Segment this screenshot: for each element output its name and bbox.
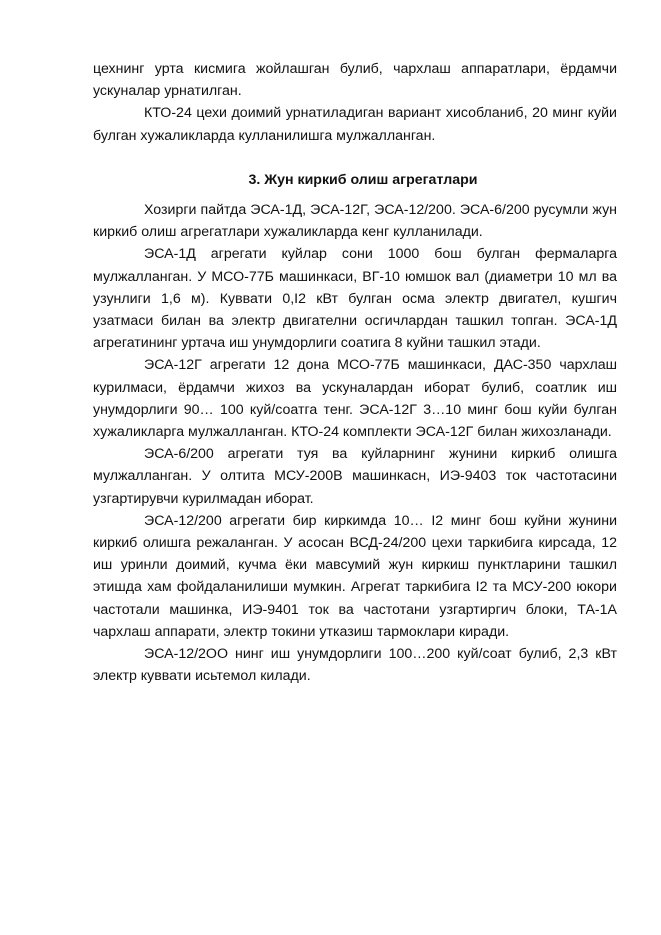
paragraph-esa-6-200: ЭСА-6/200 агрегати туя ва куйларнинг жунини киркиб олишга мулжалланган. У олтита МСУ-200В машинкасн, ИЭ-9403 ток частотасини узгартирувчи курилмадан иборат. xyxy=(93,446,617,507)
paragraph-intro: цехнинг урта кисмига жойлашган булиб, чархлаш аппаратлари, ёрдамчи ускуналар урнатилган. xyxy=(93,61,617,100)
paragraph-esa-12-200: ЭСА-12/200 агрегати бир киркимда 10… I2 минг бош куйни жунини киркиб олишга режаланган. У асосан ВСД-24/200 цехи таркибига кирсада, 12 иш уринли доимий, кучма ёки мавсумий жун киркиш пунктларини ташкил этишда хам фойдаланилиши мумкин. Агрегат таркибига I2 та МСУ-200 юкори частотали машинка, ИЭ-9401 ток ва частотани узгартиргич блоки, ТА-1А чархлаш аппарати, электр токини утказиш тармоклари киради. xyxy=(93,512,617,640)
paragraph-kto24: КТО-24 цехи доимий урнатиладиган вариант хисобланиб, 20 минг куйи булган хужаликларда кулланилишга мулжалланган. xyxy=(93,105,617,144)
paragraph-esa-12-200-productivity: ЭСА-12/2ОО нинг иш унумдорлиги 100…200 куй/соат булиб, 2,3 кВт электр куввати исьтемол килади. xyxy=(93,646,617,685)
document-page xyxy=(93,58,617,687)
paragraph-esa-1d: ЭСА-1Д агрегати куйлар сони 1000 бош булган фермаларга мулжалланган. У МСО-77Б машинкаси, ВГ-10 юмшок вал (диаметри 10 мл ва узунлиги 1,6 м). Куввати 0,I2 кВт булган осма электр двигател, кушгич узатмаси билан ва электр двигателни осгичлардан ташкил топган. ЭСА-1Д агрегатининг уртача иш унумдорлиги соатига 8 куйни ташкил этади. xyxy=(93,246,617,352)
paragraph-overview: Хозирги пайтда ЭСА-1Д, ЭСА-12Г, ЭСА-12/200. ЭСА-6/200 русумли жун киркиб олиш агрегатлари хужаликларда кенг кулланилади. xyxy=(93,202,617,241)
paragraph-esa-12g: ЭСА-12Г агрегати 12 дона МСО-77Б машинкаси, ДАС-350 чархлаш курилмаси, ёрдамчи жихоз ва ускуналардан иборат булиб, соатлик иш унумдорлиги 90… 100 куй/соатга тенг. ЭСА-12Г 3…10 минг бош куйи булган хужаликларга мулжалланган. КТО-24 комплекти ЭСА-12Г билан жихозланади. xyxy=(93,357,617,441)
section-heading: 3. Жун киркиб олиш агрегатлари xyxy=(248,171,478,188)
